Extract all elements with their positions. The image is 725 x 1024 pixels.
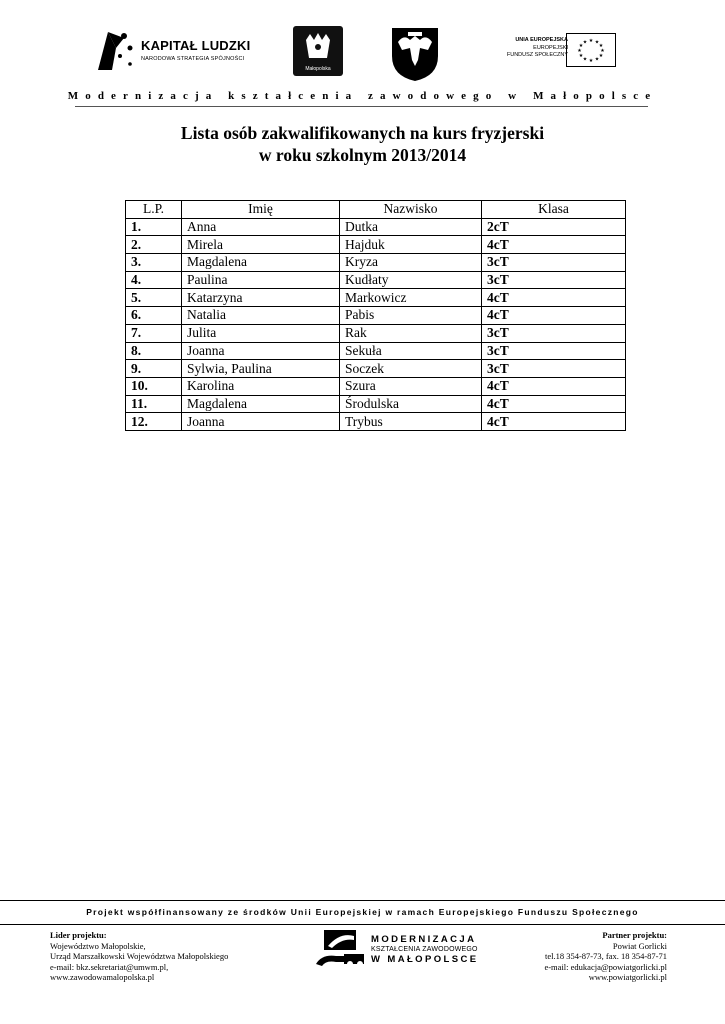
row-first-name: Natalia [182,307,340,325]
partner-line: Powiat Gorlicki [612,940,667,951]
row-lp: 8. [126,342,182,360]
svg-text:★: ★ [582,39,588,46]
svg-text:★: ★ [600,48,605,54]
row-last-name: Pabis [340,307,482,325]
modernizacja-text [371,934,478,965]
table-row [126,360,626,378]
modernizacja-line3: W MAŁOPOLSCE [371,954,479,965]
row-lp: 12. [126,413,182,431]
row-first-name: Mirela [182,236,340,254]
document-title [0,122,725,166]
table-row [126,289,626,307]
row-lp: 2. [126,236,182,254]
eu-line1: UNIA EUROPEJSKA [515,37,568,43]
partner-heading: Partner projektu: [602,930,667,940]
row-last-name: Trybus [340,413,482,431]
kapital-ludzki-logo [94,26,259,74]
svg-text:★: ★ [598,43,604,49]
table-row [126,395,626,413]
project-slogan: Modernizacja kształcenia zawodowego w Małopolsce [67,90,658,102]
table-row [126,413,626,431]
row-class: 3cT [482,271,626,289]
table-row [126,377,626,395]
eu-line3: FUNDUSZ SPOŁECZNY [506,52,568,58]
row-last-name: Dutka [340,218,482,236]
row-first-name: Katarzyna [182,289,340,307]
svg-text:★: ★ [588,58,594,64]
row-class: 4cT [482,413,626,431]
row-last-name: Sekuła [340,342,482,360]
row-lp: 11. [126,395,182,413]
row-last-name: Rak [340,324,482,342]
title-line-1: Lista osób zakwalifikowanych na kurs fryzjerski [180,123,545,143]
row-first-name: Magdalena [182,254,340,272]
cofinance-note: Projekt współfinansowany ze środków Unii Europejskiej w ramach Europejskiego Funduszu Społecznego [86,907,639,917]
header-last-name: Nazwisko [340,201,482,219]
row-first-name: Karolina [182,377,340,395]
header-lp: L.P. [126,201,182,219]
eu-text [507,37,568,60]
qualified-students-table [125,200,626,431]
row-first-name: Anna [182,218,340,236]
coat-of-arms-logo [390,26,440,82]
footer-divider-bottom [0,924,725,925]
eu-flag-icon [566,33,616,67]
svg-text:★: ★ [582,56,588,63]
project-leader-block [50,930,228,983]
row-lp: 1. [126,218,182,236]
footer-divider-top [0,900,725,901]
project-partner-block [544,930,667,983]
row-class: 4cT [482,289,626,307]
table-header-row [126,201,626,219]
row-first-name: Joanna [182,342,340,360]
row-lp: 3. [126,254,182,272]
row-lp: 4. [126,271,182,289]
row-last-name: Środulska [340,395,482,413]
table-row [126,307,626,325]
row-last-name: Hajduk [340,236,482,254]
row-first-name: Magdalena [182,395,340,413]
eu-line2: EUROPEJSKI [533,44,568,51]
header-class: Klasa [482,201,626,219]
leader-line: www.zawodowamalopolska.pl [50,972,155,982]
svg-text:★: ★ [577,48,582,54]
row-class: 3cT [482,360,626,378]
header-divider [75,106,648,107]
partner-line: e-mail: edukacja@powiatgorlicki.pl [544,961,667,972]
leader-line: Urząd Marszałkowski Województwa Małopolskiego [50,951,229,961]
row-last-name: Markowicz [340,289,482,307]
kapital-ludzki-emblem-icon [94,26,138,74]
row-first-name: Julita [182,324,340,342]
modernizacja-line1: MODERNIZACJA [371,934,477,945]
svg-text:★: ★ [598,53,604,59]
row-last-name: Szura [340,377,482,395]
row-first-name: Joanna [182,413,340,431]
modernizacja-emblem-icon [314,928,366,970]
svg-text:★: ★ [594,39,600,46]
table-row [126,324,626,342]
kapital-ludzki-subtitle: NARODOWA STRATEGIA SPÓJNOŚCI [141,56,245,62]
row-class: 4cT [482,395,626,413]
kapital-ludzki-title: KAPITAŁ LUDZKI [141,38,251,53]
row-class: 3cT [482,342,626,360]
leader-heading: Lider projektu: [50,930,107,940]
row-class: 4cT [482,307,626,325]
partner-line: tel.18 354-87-73, fax. 18 354-87-71 [544,951,667,961]
svg-text:★: ★ [578,43,584,49]
table-row [126,342,626,360]
row-class: 3cT [482,254,626,272]
table-row [126,236,626,254]
partner-line: www.powiatgorlicki.pl [588,972,667,982]
modernizacja-logo [314,928,484,970]
table-row [126,218,626,236]
row-lp: 10. [126,377,182,395]
svg-text:★: ★ [594,56,600,63]
row-first-name: Sylwia, Paulina [182,360,340,378]
leader-line: e-mail: bkz.sekretariat@umwm.pl, [50,961,169,972]
row-class: 4cT [482,236,626,254]
row-lp: 7. [126,324,182,342]
row-last-name: Soczek [340,360,482,378]
eu-logo [486,31,616,71]
title-line-2: w roku szkolnym 2013/2014 [258,145,467,165]
table-row [126,271,626,289]
row-first-name: Paulina [182,271,340,289]
row-last-name: Kudłaty [340,271,482,289]
svg-text:★: ★ [588,38,594,44]
row-class: 3cT [482,324,626,342]
row-class: 4cT [482,377,626,395]
row-lp: 6. [126,307,182,325]
svg-text:★: ★ [578,53,584,59]
malopolska-logo [293,26,343,76]
modernizacja-line2: KSZTAŁCENIA ZAWODOWEGO [371,946,478,953]
row-last-name: Kryza [340,254,482,272]
malopolska-label: Małopolska [305,66,331,72]
header-first-name: Imię [182,201,340,219]
row-lp: 5. [126,289,182,307]
table-row [126,254,626,272]
eagle-shield-icon [390,26,440,82]
row-lp: 9. [126,360,182,378]
leader-line: Województwo Małopolskie, [50,940,146,951]
row-class: 2cT [482,218,626,236]
